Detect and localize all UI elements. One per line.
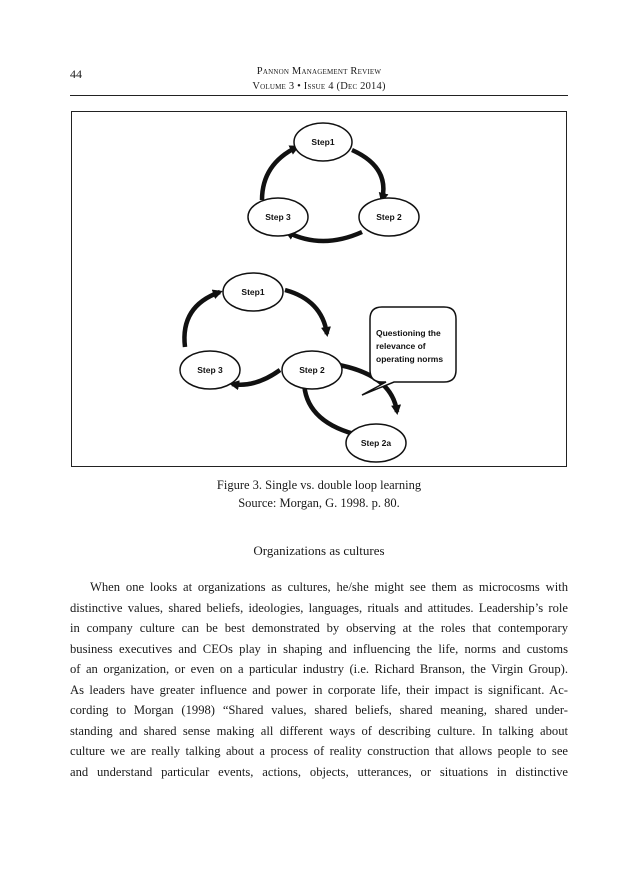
svg-text:Step 3: Step 3 — [197, 365, 223, 375]
arrow-bottom-3-to-1 — [184, 292, 220, 347]
paragraph-line: of an organization, or even on a particular industry (i.e. Richard Branson, the Virgin Group). — [70, 662, 568, 676]
page-number: 44 — [70, 67, 82, 81]
top-step1-node — [294, 123, 352, 161]
callout-line-1: Questioning the — [376, 328, 441, 338]
figure-box — [71, 111, 567, 467]
figure-caption: Figure 3. Single vs. double loop learning — [216, 478, 422, 492]
svg-text:Step 2: Step 2 — [299, 365, 325, 375]
svg-text:Step 2a: Step 2a — [360, 438, 392, 448]
paragraph-line: standing and shared sense making all different ways of describing culture. In talking about — [70, 723, 568, 738]
paragraph-line: distinctive values, shared beliefs, ideologies, languages, rituals and attitudes. Leadership’s role — [70, 600, 568, 615]
paragraph-line: cording to Morgan (1998) “Shared values, shared beliefs, shared meaning, shared under- — [70, 703, 568, 717]
header-rule — [70, 95, 568, 96]
journal-title: Pannon Management Review — [256, 66, 382, 77]
bottom-step2a-node — [346, 424, 406, 462]
paragraph-line: and understand particular events, actions, objects, utterances, or situations in distinctive — [70, 764, 568, 779]
paragraph-line: When one looks at organizations as cultures, he/she might see them as microcosms with — [90, 580, 568, 594]
loop-learning-diagram — [72, 112, 568, 468]
bottom-step2-node — [282, 351, 342, 389]
svg-text:Step 2: Step 2 — [376, 212, 402, 222]
callout-line-3: operating norms — [376, 354, 444, 364]
top-step3-node — [248, 198, 308, 236]
section-heading: Organizations as cultures — [253, 543, 385, 558]
bottom-step1-node — [223, 273, 283, 311]
issue-line: Volume 3 • Issue 4 (Dec 2014) — [252, 81, 386, 92]
paragraph-line: in company culture can be best demonstrated by observing at the roles that contemporary — [70, 621, 568, 635]
svg-text:Step1: Step1 — [241, 287, 265, 297]
callout-bubble — [362, 307, 456, 395]
top-step2-node — [359, 198, 419, 236]
paragraph-line: As leaders have greater influence and power in corporate life, their impact is significant. Ac- — [70, 682, 568, 697]
body-paragraph — [70, 577, 568, 782]
svg-text:Step1: Step1 — [311, 137, 335, 147]
arrow-top-2-to-3 — [287, 232, 362, 241]
arrow-top-3-to-1 — [262, 147, 297, 200]
bottom-step3-node — [180, 351, 240, 389]
figure-source: Source: Morgan, G. 1998. p. 80. — [238, 496, 400, 510]
callout-line-2: relevance of — [376, 341, 426, 351]
paragraph-line: culture we are really talking about a process of reality construction that allows people to see — [70, 744, 568, 758]
svg-text:Step 3: Step 3 — [265, 212, 291, 222]
paragraph-line: business executives and CEOs play in shaping and influencing the life, norms and customs — [70, 641, 568, 656]
running-head — [0, 64, 638, 94]
arrow-top-1-to-2 — [352, 150, 383, 200]
arrow-bottom-1-to-2 — [285, 290, 327, 334]
